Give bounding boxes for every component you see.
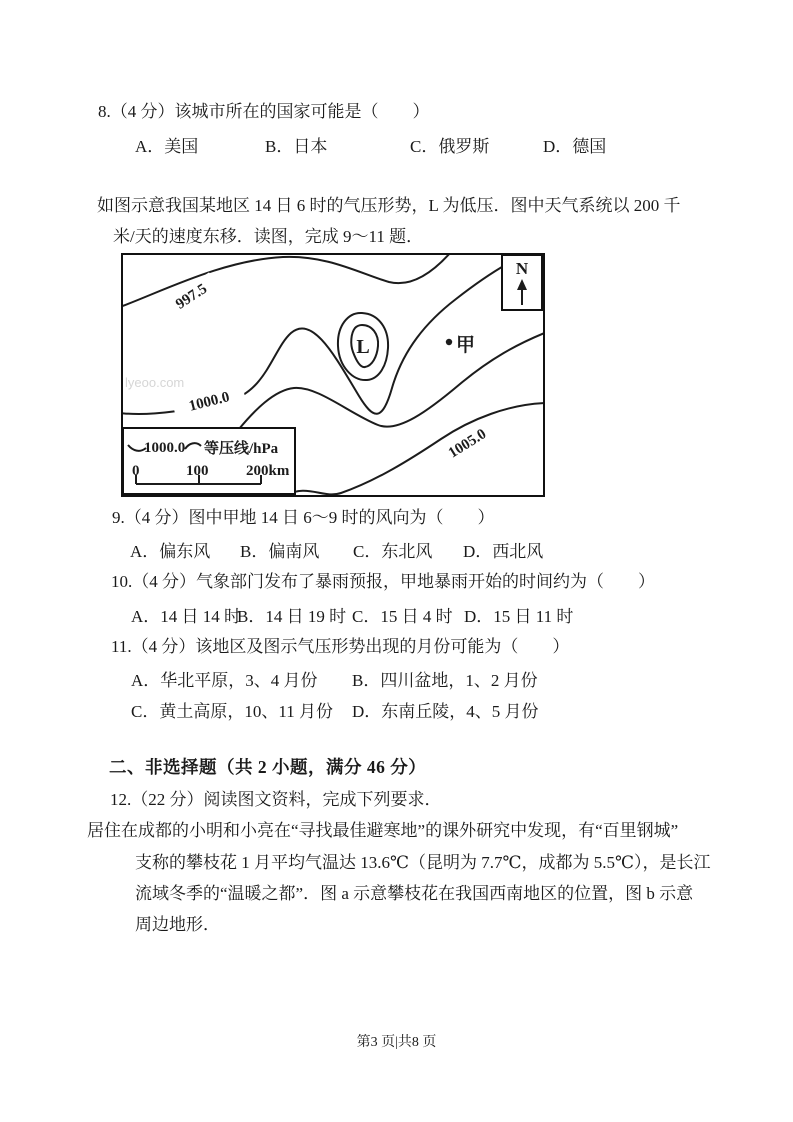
scale-200-label: 200km bbox=[246, 463, 290, 479]
q8-option-b: B．日本 bbox=[265, 137, 328, 156]
map-legend bbox=[123, 428, 295, 494]
low-center-label: L bbox=[356, 336, 370, 358]
q8-option-d: D．德国 bbox=[543, 137, 607, 156]
q9-option-c: C．东北风 bbox=[353, 542, 433, 561]
q10-option-c: C．15 日 4 时 bbox=[352, 607, 453, 626]
q9-option-d: D．西北风 bbox=[463, 542, 544, 561]
q10-option-b: B．14 日 19 时 bbox=[237, 607, 347, 626]
isobar-map-figure bbox=[121, 253, 545, 497]
q10-option-a: A．14 日 14 时 bbox=[131, 607, 242, 626]
q11-option-c: C．黄土高原，10、11 月份 bbox=[131, 702, 333, 721]
q8-option-c: C．俄罗斯 bbox=[410, 137, 490, 156]
q8-stem: 8.（4 分）该城市所在的国家可能是（ ） bbox=[98, 102, 430, 121]
point-jia-label: 甲 bbox=[456, 335, 476, 356]
section-2-header: 二、非选择题（共 2 小题，满分 46 分） bbox=[109, 757, 427, 777]
q9-stem: 9.（4 分）图中甲地 14 日 6～9 时的风向为（ ） bbox=[112, 508, 495, 527]
q12-line-4: 周边地形． bbox=[135, 915, 220, 934]
watermark-text: lyeoo.com bbox=[125, 375, 185, 390]
q8-option-a: A．美国 bbox=[135, 137, 199, 156]
q11-option-a: A．华北平原，3、4 月份 bbox=[131, 671, 318, 690]
isobar-map-svg bbox=[123, 255, 543, 495]
point-jia-dot bbox=[446, 339, 452, 345]
scale-100-label: 100 bbox=[186, 463, 209, 479]
intro-line-1: 如图示意我国某地区 14 日 6 时的气压形势，L 为低压．图中天气系统以 200 千 bbox=[97, 196, 681, 215]
page-number: 第3 页|共8 页 bbox=[356, 1035, 437, 1050]
compass-box bbox=[502, 255, 542, 310]
q11-option-b: B．四川盆地，1、2 月份 bbox=[352, 671, 538, 690]
q12-line-2: 支称的攀枝花 1 月平均气温达 13.6℃（昆明为 7.7℃，成都为 5.5℃），是长江 bbox=[135, 853, 711, 872]
q10-option-d: D．15 日 11 时 bbox=[464, 607, 574, 626]
scale-0-label: 0 bbox=[132, 463, 140, 479]
svg-text:1000.0: 1000.0 bbox=[187, 389, 232, 415]
q12-line-3: 流域冬季的“温暖之都”．图 a 示意攀枝花在我国西南地区的位置，图 b 示意 bbox=[135, 884, 694, 903]
svg-text:1005.0: 1005.0 bbox=[445, 426, 490, 462]
legend-label: 等压线/hPa bbox=[204, 441, 279, 457]
intro-line-2: 米/天的速度东移．读图，完成 9～11 题． bbox=[113, 227, 424, 246]
q11-option-d: D．东南丘陵，4、5 月份 bbox=[352, 702, 539, 721]
svg-text:997.5: 997.5 bbox=[173, 280, 211, 313]
q10-stem: 10.（4 分）气象部门发布了暴雨预报，甲地暴雨开始的时间约为（ ） bbox=[111, 572, 655, 591]
compass-n-label: N bbox=[515, 259, 529, 278]
q12-line-1: 居住在成都的小明和小亮在“寻找最佳避寒地”的课外研究中发现，有“百里钢城” bbox=[87, 821, 679, 840]
q9-option-b: B．偏南风 bbox=[240, 542, 320, 561]
legend-sample-value: 1000.0 bbox=[144, 440, 186, 456]
isobar-mid-path bbox=[239, 332, 543, 429]
q11-stem: 11.（4 分）该地区及图示气压形势出现的月份可能为（ ） bbox=[111, 637, 570, 656]
q9-option-a: A．偏东风 bbox=[130, 542, 211, 561]
q12-stem: 12.（22 分）阅读图文资料，完成下列要求． bbox=[110, 790, 442, 809]
